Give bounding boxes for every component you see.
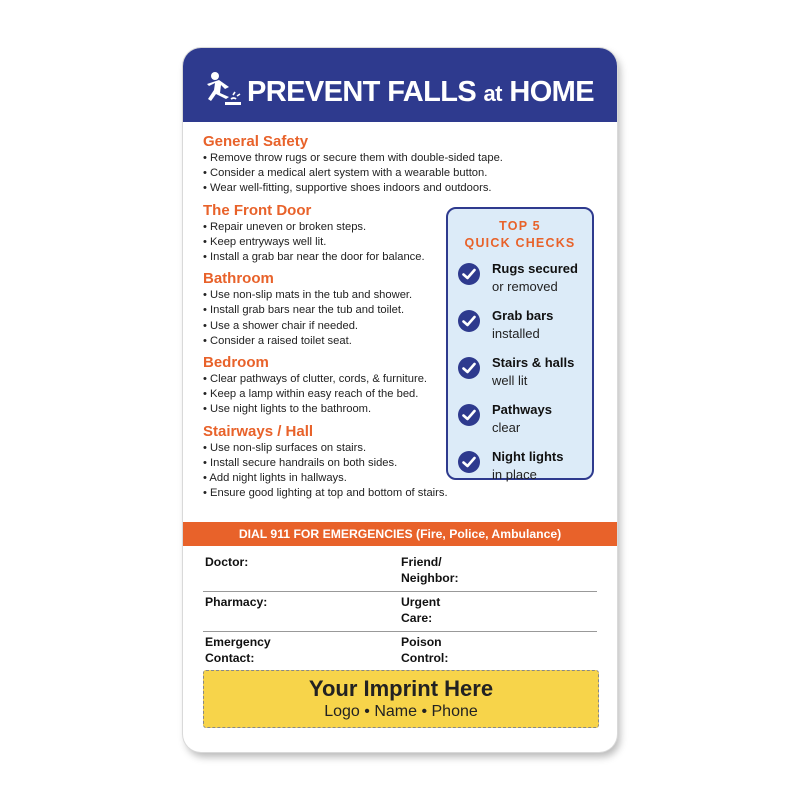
contact-label: Pharmacy: [205, 595, 268, 609]
emergency-banner: DIAL 911 FOR EMERGENCIES (Fire, Police, Ambulance) [183, 522, 617, 546]
section-title: Bedroom [203, 354, 269, 372]
list-item: • Remove throw rugs or secure them with double-sided tape. [203, 152, 503, 164]
falling-person-icon [203, 71, 243, 107]
contact-row [203, 554, 597, 592]
check-item-bold: Stairs & halls [492, 355, 575, 370]
list-item: • Use non-slip mats in the tub and shower. [203, 289, 413, 302]
list-item: • Keep a lamp within easy reach of the bed. [203, 388, 419, 401]
wallet-card [183, 48, 617, 752]
check-circle-icon [458, 357, 480, 379]
contact-label-line: Friend/ [401, 555, 442, 569]
list-item: • Install secure handrails on both sides. [203, 456, 398, 469]
imprint-area [203, 670, 599, 728]
contact-label-line: Control: [401, 651, 449, 665]
list-item: • Install a grab bar near the door for balance. [203, 251, 425, 264]
check-item-bold: Grab bars [492, 308, 554, 323]
contact-label-line: Care: [401, 611, 433, 625]
list-item: • Consider a medical alert system with a wearable button. [203, 167, 488, 180]
contact-row [203, 594, 597, 632]
contact-label-line: Urgent [401, 595, 441, 609]
page-title [247, 75, 594, 111]
section-title: Stairways / Hall [203, 422, 314, 440]
title-at: at [483, 81, 502, 106]
check-item-bold: Rugs secured [492, 261, 578, 276]
title-main: PREVENT FALLS [247, 76, 484, 108]
imprint-headline: Your Imprint Here [308, 676, 494, 701]
list-item: • Use non-slip surfaces on stairs. [203, 441, 367, 454]
list-item: • Consider a raised toilet seat. [203, 334, 352, 347]
contact-label [401, 594, 440, 626]
check-item-rest: in place [492, 467, 537, 482]
quick-checks-box [446, 207, 594, 480]
contact-label [401, 554, 459, 586]
list-item: • Add night lights in hallways. [203, 472, 347, 485]
check-circle-icon [458, 404, 480, 426]
contact-row [203, 634, 597, 671]
section-title: The Front Door [203, 201, 312, 219]
check-item-bold: Pathways [492, 402, 552, 417]
contact-label-line: Poison [401, 635, 442, 649]
list-item: • Wear well-fitting, supportive shoes indoors and outdoors. [203, 182, 492, 195]
section-title: Bathroom [203, 270, 274, 288]
check-circle-icon [458, 451, 480, 473]
title-end: HOME [501, 76, 594, 108]
contact-label-line: Contact: [205, 651, 255, 665]
contact-lines [203, 554, 597, 673]
list-item: • Install grab bars near the tub and toilet. [203, 304, 405, 317]
list-item: • Clear pathways of clutter, cords, & furniture. [203, 373, 428, 386]
list-item: • Ensure good lighting at top and bottom of stairs. [203, 487, 448, 500]
contact-label: Doctor: [205, 555, 249, 569]
contact-label [401, 634, 448, 666]
check-item-rest: or removed [492, 279, 558, 294]
check-item-rest: well lit [492, 373, 528, 388]
contact-label [205, 634, 271, 666]
check-item-rest: clear [492, 420, 521, 435]
imprint-subline: Logo • Name • Phone [324, 703, 478, 720]
quick-checks-title-2: QUICK CHECKS [464, 236, 576, 250]
contact-label-line: Neighbor: [401, 571, 459, 585]
list-item: • Repair uneven or broken steps. [203, 220, 367, 233]
check-item-bold: Night lights [492, 449, 564, 464]
list-item: • Use a shower chair if needed. [203, 319, 359, 332]
check-item-rest: installed [492, 326, 540, 341]
list-item: • Keep entryways well lit. [203, 235, 327, 248]
quick-checks-title-1: TOP 5 [499, 219, 541, 233]
list-item: • Use night lights to the bathroom. [203, 403, 372, 416]
contact-label-line: Emergency [205, 635, 271, 649]
header-banner [183, 48, 617, 122]
section-general-safety [203, 132, 503, 197]
check-circle-icon [458, 263, 480, 285]
section-title: General Safety [203, 133, 309, 150]
check-circle-icon [458, 310, 480, 332]
